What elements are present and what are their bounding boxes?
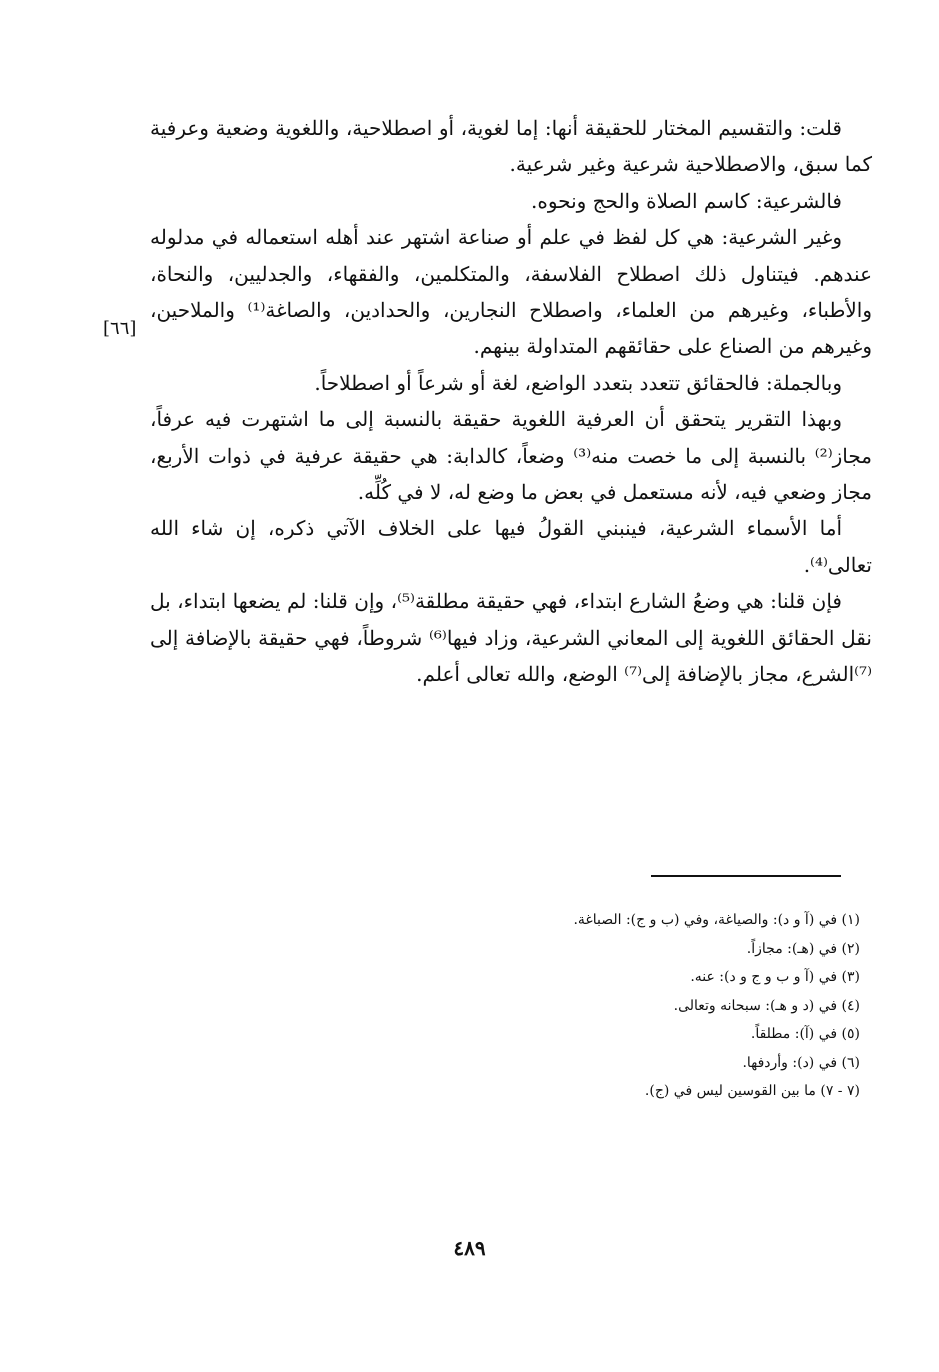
footnote-item: (١) في (آ و د): والصياغة، وفي (ب و ج): الصباغة. [573,912,860,928]
paragraph-3: وغير الشرعية: هي كل لفظ في علم أو صناعة اشتهر عند أهله استعماله في مدلوله عندهم. فيتناول ذلك اصطلاح الفلاسفة، والمتكلمين، والفقهاء، والجدليين، والنحاة، والأطباء، وغيرهم من العلماء، واصطلاح النجارين، والحدادين، والصاغة⁽¹⁾ والملاحين، وغيرهم من الصناع على حقائقهم المتداولة بينهم. [150,225,872,359]
footnote-item: (٤) في (د و هـ): سبحانه وتعالى. [673,997,860,1014]
main-text [150,110,872,693]
footnote-item: (٦) في (د): وأردفها. [742,1054,860,1071]
footnote-item: (٢) في (هـ): مجازاً. [746,940,860,957]
paragraph-1: قلت: والتقسيم المختار للحقيقة أنها: إما لغوية، أو اصطلاحية، واللغوية وضعية وعرفية كما سبق، والاصطلاحية شرعية وغير شرعية. [150,116,872,177]
paragraph-2: فالشرعية: كاسم الصلاة والحج ونحوه. [530,188,842,213]
footnote-item: (٣) في (آ و ب و ج و د): عنه. [690,969,860,985]
footnote-item: (٧ - ٧) ما بين القوسين ليس في (ج). [644,1083,860,1099]
paragraph-6: أما الأسماء الشرعية، فينبني القولُ فيها على الخلاف الآتي ذكره، إن شاء الله تعالى⁽⁴⁾. [150,516,872,577]
footnote-item: (٥) في (آ): مطلقاً. [750,1026,860,1042]
margin-reference: [٦٦] [103,318,137,339]
footnotes [400,906,860,1106]
paragraph-5: وبهذا التقرير يتحقق أن العرفية اللغوية حقيقة بالنسبة إلى ما اشتهرت فيه عرفاً، مجاز⁽²⁾ بالنسبة إلى ما خصت منه⁽³⁾ وضعاً، كالدابة: هي حقيقة عرفية في ذوات الأربع، مجاز وضعي فيه، لأنه مستعمل في بعض ما وضع له، لا في كُلِّه. [150,407,872,505]
footnote-separator [651,875,841,877]
page-number: ٤٨٩ [453,1236,486,1260]
paragraph-4: وبالجملة: فالحقائق تتعدد بتعدد الواضع، لغة أو شرعاً أو اصطلاحاً. [314,370,842,395]
paragraph-7: فإن قلنا: هي وضعُ الشارع ابتداء، فهي حقيقة مطلقة⁽⁵⁾، وإن قلنا: لم يضعها ابتداء، بل نقل الحقائق اللغوية إلى المعاني الشرعية، وزاد فيها⁽⁶⁾ شروطاً، فهي حقيقة بالإضافة إلى ⁽⁷⁾الشرع، مجاز بالإضافة إلى⁽⁷⁾ الوضع، والله تعالى أعلم. [150,589,872,687]
